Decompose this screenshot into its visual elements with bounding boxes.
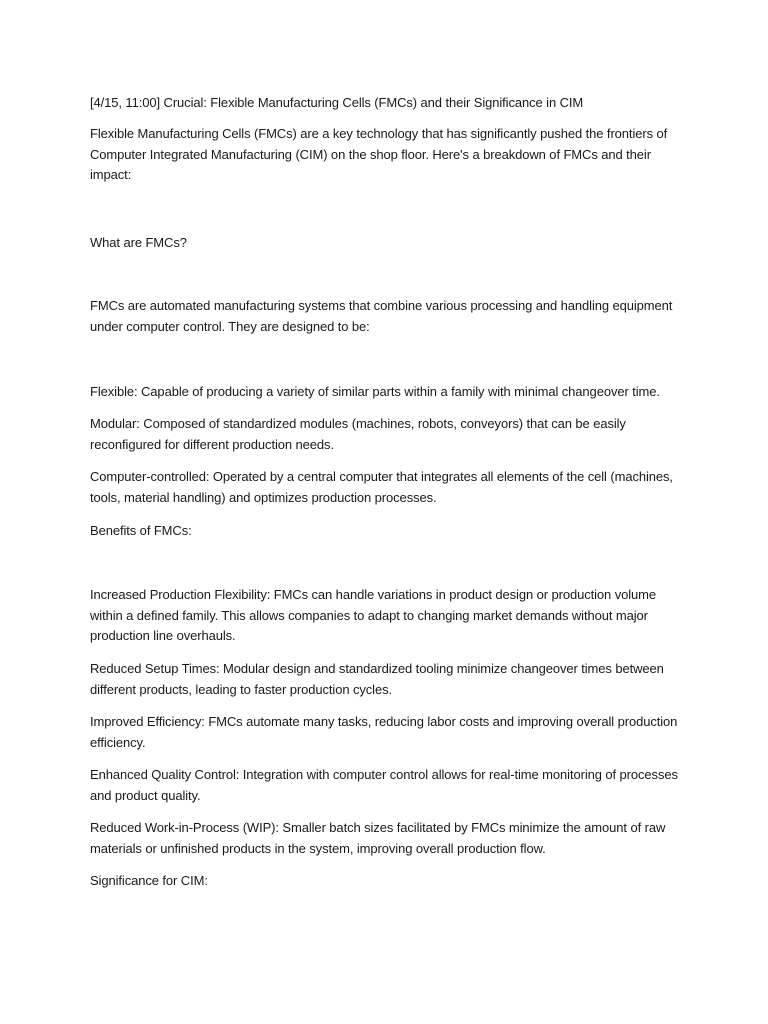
document-heading: [4/15, 11:00] Crucial: Flexible Manufacturing Cells (FMCs) and their Significance in CIM (90, 95, 584, 110)
benefit-quality: Enhanced Quality Control: Integration with computer control allows for real-time monitoring of processes and product quality. (90, 767, 678, 803)
benefits-heading: Benefits of FMCs: (90, 523, 192, 538)
benefit-setup-times: Reduced Setup Times: Modular design and standardized tooling minimize changeover times between different products, leading to faster production cycles. (90, 661, 664, 697)
trait-modular: Modular: Composed of standardized modules (machines, robots, conveyors) that can be easily reconfigured for different production needs. (90, 416, 626, 452)
trait-flexible: Flexible: Capable of producing a variety of similar parts within a family with minimal changeover time. (90, 384, 660, 399)
what-body: FMCs are automated manufacturing systems that combine various processing and handling equipment under computer control. They are designed to be: (90, 298, 673, 334)
benefit-flexibility: Increased Production Flexibility: FMCs can handle variations in product design or production volume within a defined family. This allows companies to adapt to changing market demands without major production line overhauls. (90, 587, 657, 643)
benefit-wip: Reduced Work-in-Process (WIP): Smaller batch sizes facilitated by FMCs minimize the amount of raw materials or unfinished products in the system, improving overall production flow. (90, 820, 666, 856)
intro-paragraph: Flexible Manufacturing Cells (FMCs) are a key technology that has significantly pushed the frontiers of Computer Integrated Manufacturing (CIM) on the shop floor. Here's a breakdown of FMCs and their impact: (90, 126, 668, 182)
benefit-efficiency: Improved Efficiency: FMCs automate many tasks, reducing labor costs and improving overall production efficiency. (90, 714, 678, 750)
trait-computer-controlled: Computer-controlled: Operated by a central computer that integrates all elements of the cell (machines, tools, material handling) and optimizes production processes. (90, 469, 673, 505)
what-heading: What are FMCs? (90, 235, 187, 250)
significance-heading: Significance for CIM: (90, 873, 208, 888)
